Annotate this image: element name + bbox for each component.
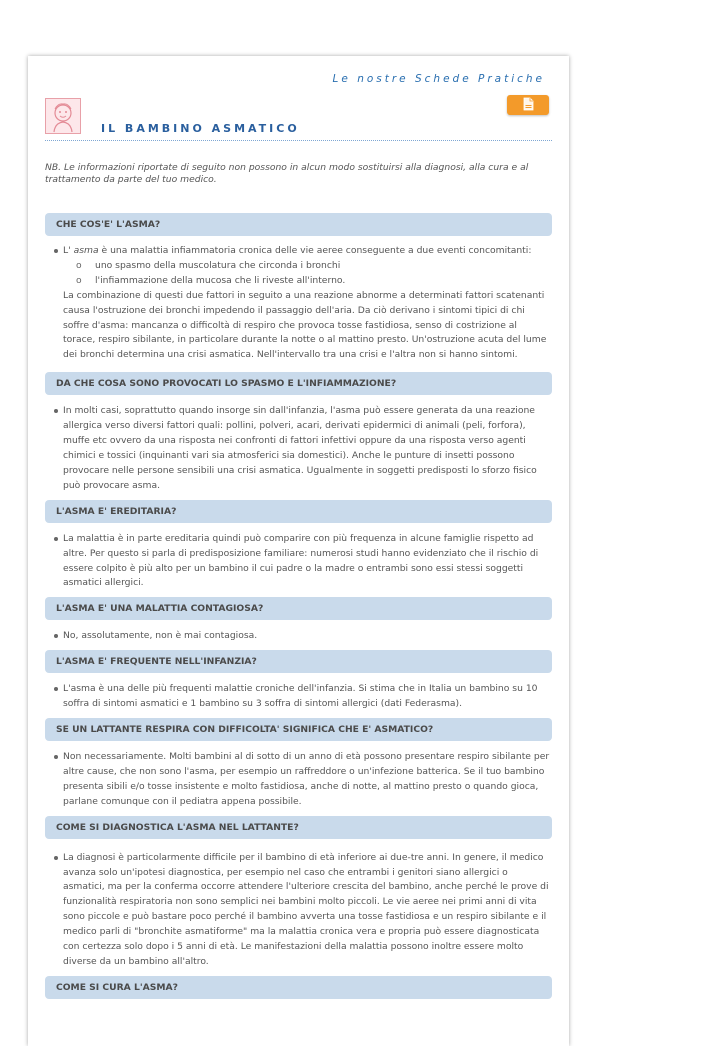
pdf-document-icon [521,96,535,115]
section-body [45,395,552,499]
section-body [45,839,552,976]
title-divider [45,140,552,141]
section-body [45,620,552,650]
section-heading: COME SI CURA L'ASMA? [45,976,552,999]
page-title: IL BAMBINO ASMATICO [101,122,300,135]
bullet-item: No, assolutamente, non è mai contagiosa. [45,629,550,644]
content [45,213,552,999]
sub-item: o uno spasmo della muscolatura che circonda i bronchi [63,259,550,274]
section-heading: COME SI DIAGNOSTICA L'ASMA NEL LATTANTE? [45,816,552,839]
section-body [45,236,552,365]
child-face-icon [45,98,81,134]
bullet-item: La diagnosi è particolarmente difficile per il bambino di età inferiore ai due-tre anni. In genere, il medico avanza solo un'ipotesi diagnostica, per esempio nel caso che entrambi i genitori siano allergici o asmatici, ma per la conferma occorre attendere l'ulteriore crescita del bambino, anche perché le prove di funzionalità respiratoria non sono semplici nei bambini molto piccoli. Le vie aeree nei primi anni di vita sono piccole e può bastare poco perché il bambino avverta una tosse fastidiosa e un respiro sibilante e il medico parli di "bronchite asmatiforme" ma la malattia cronica vera e propria può essere diagnosticata con certezza solo dopo i 5 anni di età. Le manifestazioni della malattia possono inoltre essere molto diverse da un bambino all'altro. [45,851,550,970]
section-body [45,673,552,718]
bullet-item: La malattia è in parte ereditaria quindi può comparire con più frequenza in alcune famiglie rispetto ad altre. Per questo si parla di predisposizione familiare: numerosi studi hanno evidenziato che il rischio di essere colpito è più alto per un bambino il cui padre o la madre o entrambi sono essi stessi soggetti asmatici allergici. [45,532,550,592]
sub-item: o l'infiammazione della mucosa che li riveste all'interno. [63,274,550,289]
section-heading: DA CHE COSA SONO PROVOCATI LO SPASMO E L'INFIAMMAZIONE? [45,372,552,395]
disclaimer-note: NB. Le informazioni riportate di seguito non possono in alcun modo sostituirsi alla diagnosi, alla cura e al trattamento da parte del tuo medico. [45,162,529,185]
section-heading: CHE COS'E' L'ASMA? [45,213,552,236]
section-heading: L'ASMA E' UNA MALATTIA CONTAGIOSA? [45,597,552,620]
page-card [28,56,569,1046]
section-body [45,523,552,598]
bullet-item: In molti casi, soprattutto quando insorge sin dall'infanzia, l'asma può essere generata da una reazione allergica verso diversi fattori quali: pollini, polveri, acari, derivati epidermici di animali (peli, forfora), muffe etc ovvero da una risposta nei confronti di fattori infettivi oppure da una risposta verso agenti chimici e tossici (inquinanti vari sia atmosferici sia domestici). Anche le punture di insetti possono provocare nelle persone sensibili una crisi asmatica. Ugualmente in soggetti predisposti lo sforzo fisico può provocare asma. [45,404,550,493]
bullet-item: Non necessariamente. Molti bambini al di sotto di un anno di età possono presentare respiro sibilante per altre cause, che non sono l'asma, per esempio un raffreddore o un'infezione batterica. Se il tuo bambino presenta sibili e/o tosse insistente e molto fastidiosa, anche di notte, al mattino presto o quando gioca, parlane comunque con il pediatra appena possibile. [45,750,550,810]
bullet-item [45,244,550,259]
tagline: Le nostre Schede Pratiche [332,73,545,85]
intro-text: è una malattia infiammatoria cronica delle vie aeree conseguente a due eventi concomitanti: [98,245,532,256]
section-heading: L'ASMA E' FREQUENTE NELL'INFANZIA? [45,650,552,673]
pdf-download-button[interactable] [507,95,549,115]
intro-emphasis: asma [73,245,99,256]
section-heading: L'ASMA E' EREDITARIA? [45,500,552,523]
section-paragraph: La combinazione di questi due fattori in seguito a una reazione abnorme a determinati fattori scatenanti causa l'ostruzione dei bronchi impedendo il passaggio dell'aria. Da ciò derivano i sintomi tipici di chi soffre d'asma: mancanza o difficoltà di respiro che provoca tosse fastidiosa, senso di costrizione al torace, respiro sibilante, in particolare durante la notte o al mattino presto. Un'ostruzione acuta del lume dei bronchi determina una crisi asmatica. Nell'intervallo tra una crisi e l'altra non si hanno sintomi. [63,289,547,361]
section-body [45,741,552,816]
section-heading: SE UN LATTANTE RESPIRA CON DIFFICOLTA' SIGNIFICA CHE E' ASMATICO? [45,718,552,741]
intro-text: L' [63,245,74,256]
bullet-item: L'asma è una delle più frequenti malattie croniche dell'infanzia. Si stima che in Italia un bambino su 10 soffra di sintomi asmatici e 1 bambino su 3 soffra di sintomi allergici (dati Federasma). [45,682,550,712]
